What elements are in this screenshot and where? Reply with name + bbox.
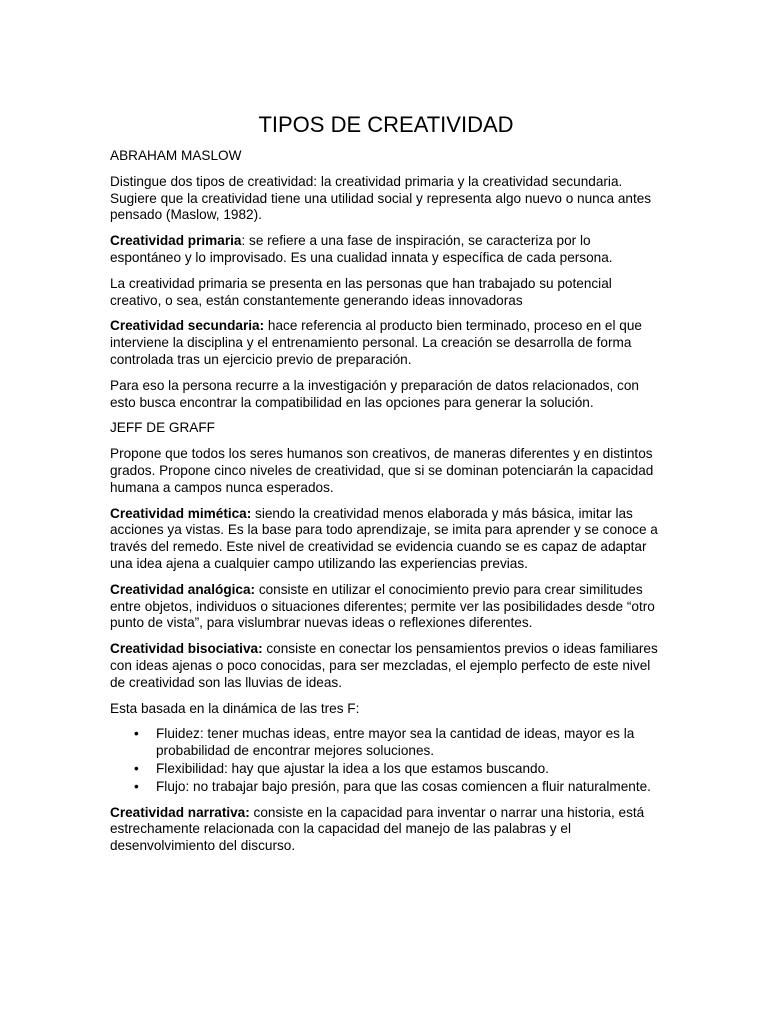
paragraph-secundaria-detail: Para eso la persona recurre a la investigación y preparación de datos relacionados, con esto busca encontrar la compatibilidad en las opciones para generar la solución.	[110, 377, 639, 410]
author-heading-degraff: JEFF DE GRAFF	[110, 420, 215, 436]
document-page	[110, 112, 662, 864]
paragraph-creatividad-analogica	[110, 582, 662, 632]
term-creatividad-analogica: Creatividad analógica:	[110, 581, 256, 597]
list-item-flexibilidad	[134, 760, 662, 778]
list-item-fluidez	[134, 726, 662, 760]
list-item-text: Flexibilidad: hay que ajustar la idea a los que estamos buscando.	[156, 760, 549, 776]
term-creatividad-bisociativa: Creatividad bisociativa:	[110, 641, 263, 657]
paragraph-creatividad-bisociativa	[110, 641, 662, 691]
paragraph-degraff-intro: Propone que todos los seres humanos son creativos, de maneras diferentes y en distintos grados. Propone cinco niveles de creatividad, que si se dominan potenciarán la capacidad humana a campos nunca esperados.	[110, 446, 654, 495]
definition-creatividad-primaria: : se refiere a una fase de inspiración, se caracteriza por lo espontáneo y lo improvisado. Es una cualidad innata y específica de cada persona.	[110, 233, 613, 265]
paragraph-creatividad-mimetica	[110, 506, 662, 573]
definition-creatividad-mimetica: siendo la creatividad menos elaborada y más básica, imitar las acciones ya vistas. Es la base para todo aprendizaje, se imita para aprender y se conoce a través del remedo. Este nivel de creatividad se evidencia cuando se es capaz de adaptar una idea ajena a cualquier campo utilizando las experiencias previas.	[110, 505, 658, 571]
term-creatividad-mimetica: Creatividad mimética:	[110, 505, 252, 521]
definition-creatividad-analogica: consiste en utilizar el conocimiento previo para crear similitudes entre objetos, individuos o situaciones diferentes; permite ver las posibilidades desde “otro punto de vista”, para vislumbrar nuevas ideas o reflexiones diferentes.	[110, 581, 655, 631]
definition-creatividad-bisociativa: consiste en conectar los pensamientos previos o ideas familiares con ideas ajenas o poco conocidas, para ser mezcladas, el ejemplo perfecto de este nivel de creatividad son las lluvias de ideas.	[110, 641, 658, 690]
term-creatividad-secundaria: Creatividad secundaria:	[110, 318, 265, 334]
paragraph-primaria-detail: La creatividad primaria se presenta en las personas que han trabajado su potencial creativo, o sea, están constantemente generando ideas innovadoras	[110, 275, 612, 308]
bullet-symbol: •	[134, 726, 139, 742]
document-title: TIPOS DE CREATIVIDAD	[258, 112, 514, 137]
list-item-text: Fluidez: tener muchas ideas, entre mayor sea la cantidad de ideas, mayor es la probabilidad de encontrar mejores soluciones.	[156, 726, 635, 759]
definition-creatividad-narrativa: consiste en la capacidad para inventar o narrar una historia, está estrechamente relacionada con la capacidad del manejo de las palabras y el desenvolvimiento del discurso.	[110, 804, 645, 854]
term-creatividad-primaria: Creatividad primaria	[110, 233, 242, 249]
term-creatividad-narrativa: Creatividad narrativa:	[110, 804, 250, 820]
list-item-text: Flujo: no trabajar bajo presión, para que las cosas comiencen a fluir naturalmente.	[156, 778, 651, 794]
author-heading-maslow: ABRAHAM MASLOW	[110, 148, 242, 163]
paragraph-creatividad-secundaria	[110, 318, 662, 368]
tres-f-list	[110, 726, 662, 795]
paragraph-creatividad-primaria	[110, 233, 662, 267]
definition-creatividad-secundaria: hace referencia al producto bien terminado, proceso en el que interviene la disciplina y el entrenamiento personal. La creación se desarrolla de forma controlada tras un ejercicio previo de preparación.	[110, 318, 642, 367]
paragraph-creatividad-narrativa	[110, 805, 662, 855]
list-item-flujo	[134, 778, 662, 796]
bullet-symbol: •	[134, 778, 139, 794]
paragraph-maslow-intro: Distingue dos tipos de creatividad: la creatividad primaria y la creatividad secundaria. Sugiere que la creatividad tiene una utilidad social y representa algo nuevo o nunca antes pensado (Maslow, 1982).	[110, 173, 652, 223]
paragraph-tres-f-intro: Esta basada en la dinámica de las tres F:	[110, 700, 360, 716]
bullet-symbol: •	[134, 760, 139, 776]
